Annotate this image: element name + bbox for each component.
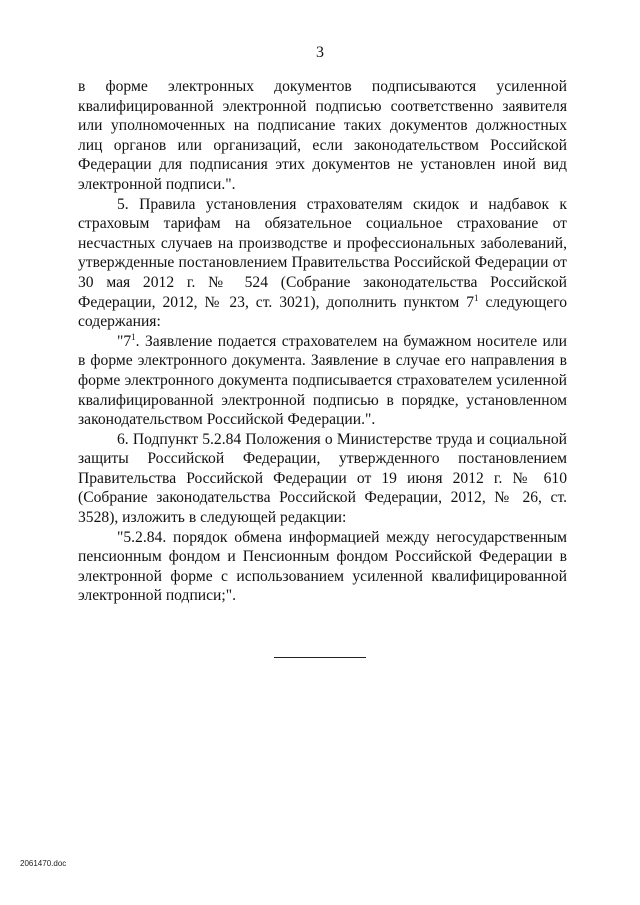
paragraph-item-5-tail: следующего содержания: — [78, 293, 568, 331]
quoted-clause-number: "7 — [117, 332, 132, 350]
superscript-index: 1 — [474, 292, 479, 303]
paragraph-quoted-clause-7-1 — [78, 332, 567, 430]
paragraph-continuation: в форме электронных документов подписываются усиленной квалифицированной электронной подписью соответственно заявителя или уполномоченных на подписание таких документов должностных лиц органов или организаций, если законодательством Российской Федерации для подписания этих документов не установлен иной вид электронной подписи.". — [78, 78, 567, 193]
paragraph-item-5 — [78, 195, 567, 332]
paragraph-item-6: 6. Подпункт 5.2.84 Положения о Министерстве труда и социальной защиты Российской Федерации, утвержденного постановлением Правительства Российской Федерации от 19 июня 2012 г. № 610 (Собрание законодательства Российской Федерации, 2012, № 26, ст. 3528), изложить в следующей редакции: — [78, 430, 567, 527]
document-body — [78, 77, 567, 606]
end-of-text-rule — [274, 657, 366, 658]
quoted-clause-text: . Заявление подается страхователем на бумажном носителе или в форме электронного документа. Заявление в случае его направления в форме электронного документа подписывается страхователем усиленной квалифицированной электронной подписью в порядке, установленном законодательством Российской Федерации.". — [78, 332, 567, 429]
document-file-id: 2061470.doc — [20, 859, 67, 868]
paragraph-quoted-clause-5-2-84: "5.2.84. порядок обмена информацией между негосударственным пенсионным фондом и Пенсионным фондом Российской Федерации в электронной форме с использованием усиленной квалифицированной электронной подписи;". — [78, 528, 567, 605]
page-number: 3 — [316, 44, 324, 61]
paragraph-item-5-text: 5. Правила установления страхователям скидок и надбавок к страховым тарифам на обязательное социальное страхование от несчастных случаев на производстве и профессиональных заболеваний, утвержденные постановлением Правительства Российской Федерации от 30 мая 2012 г. № 524 (Собрание законодательства Российской Федерации, 2012, № 23, ст. 3021), дополнить пунктом 7 — [78, 195, 567, 311]
superscript-index: 1 — [131, 331, 136, 342]
